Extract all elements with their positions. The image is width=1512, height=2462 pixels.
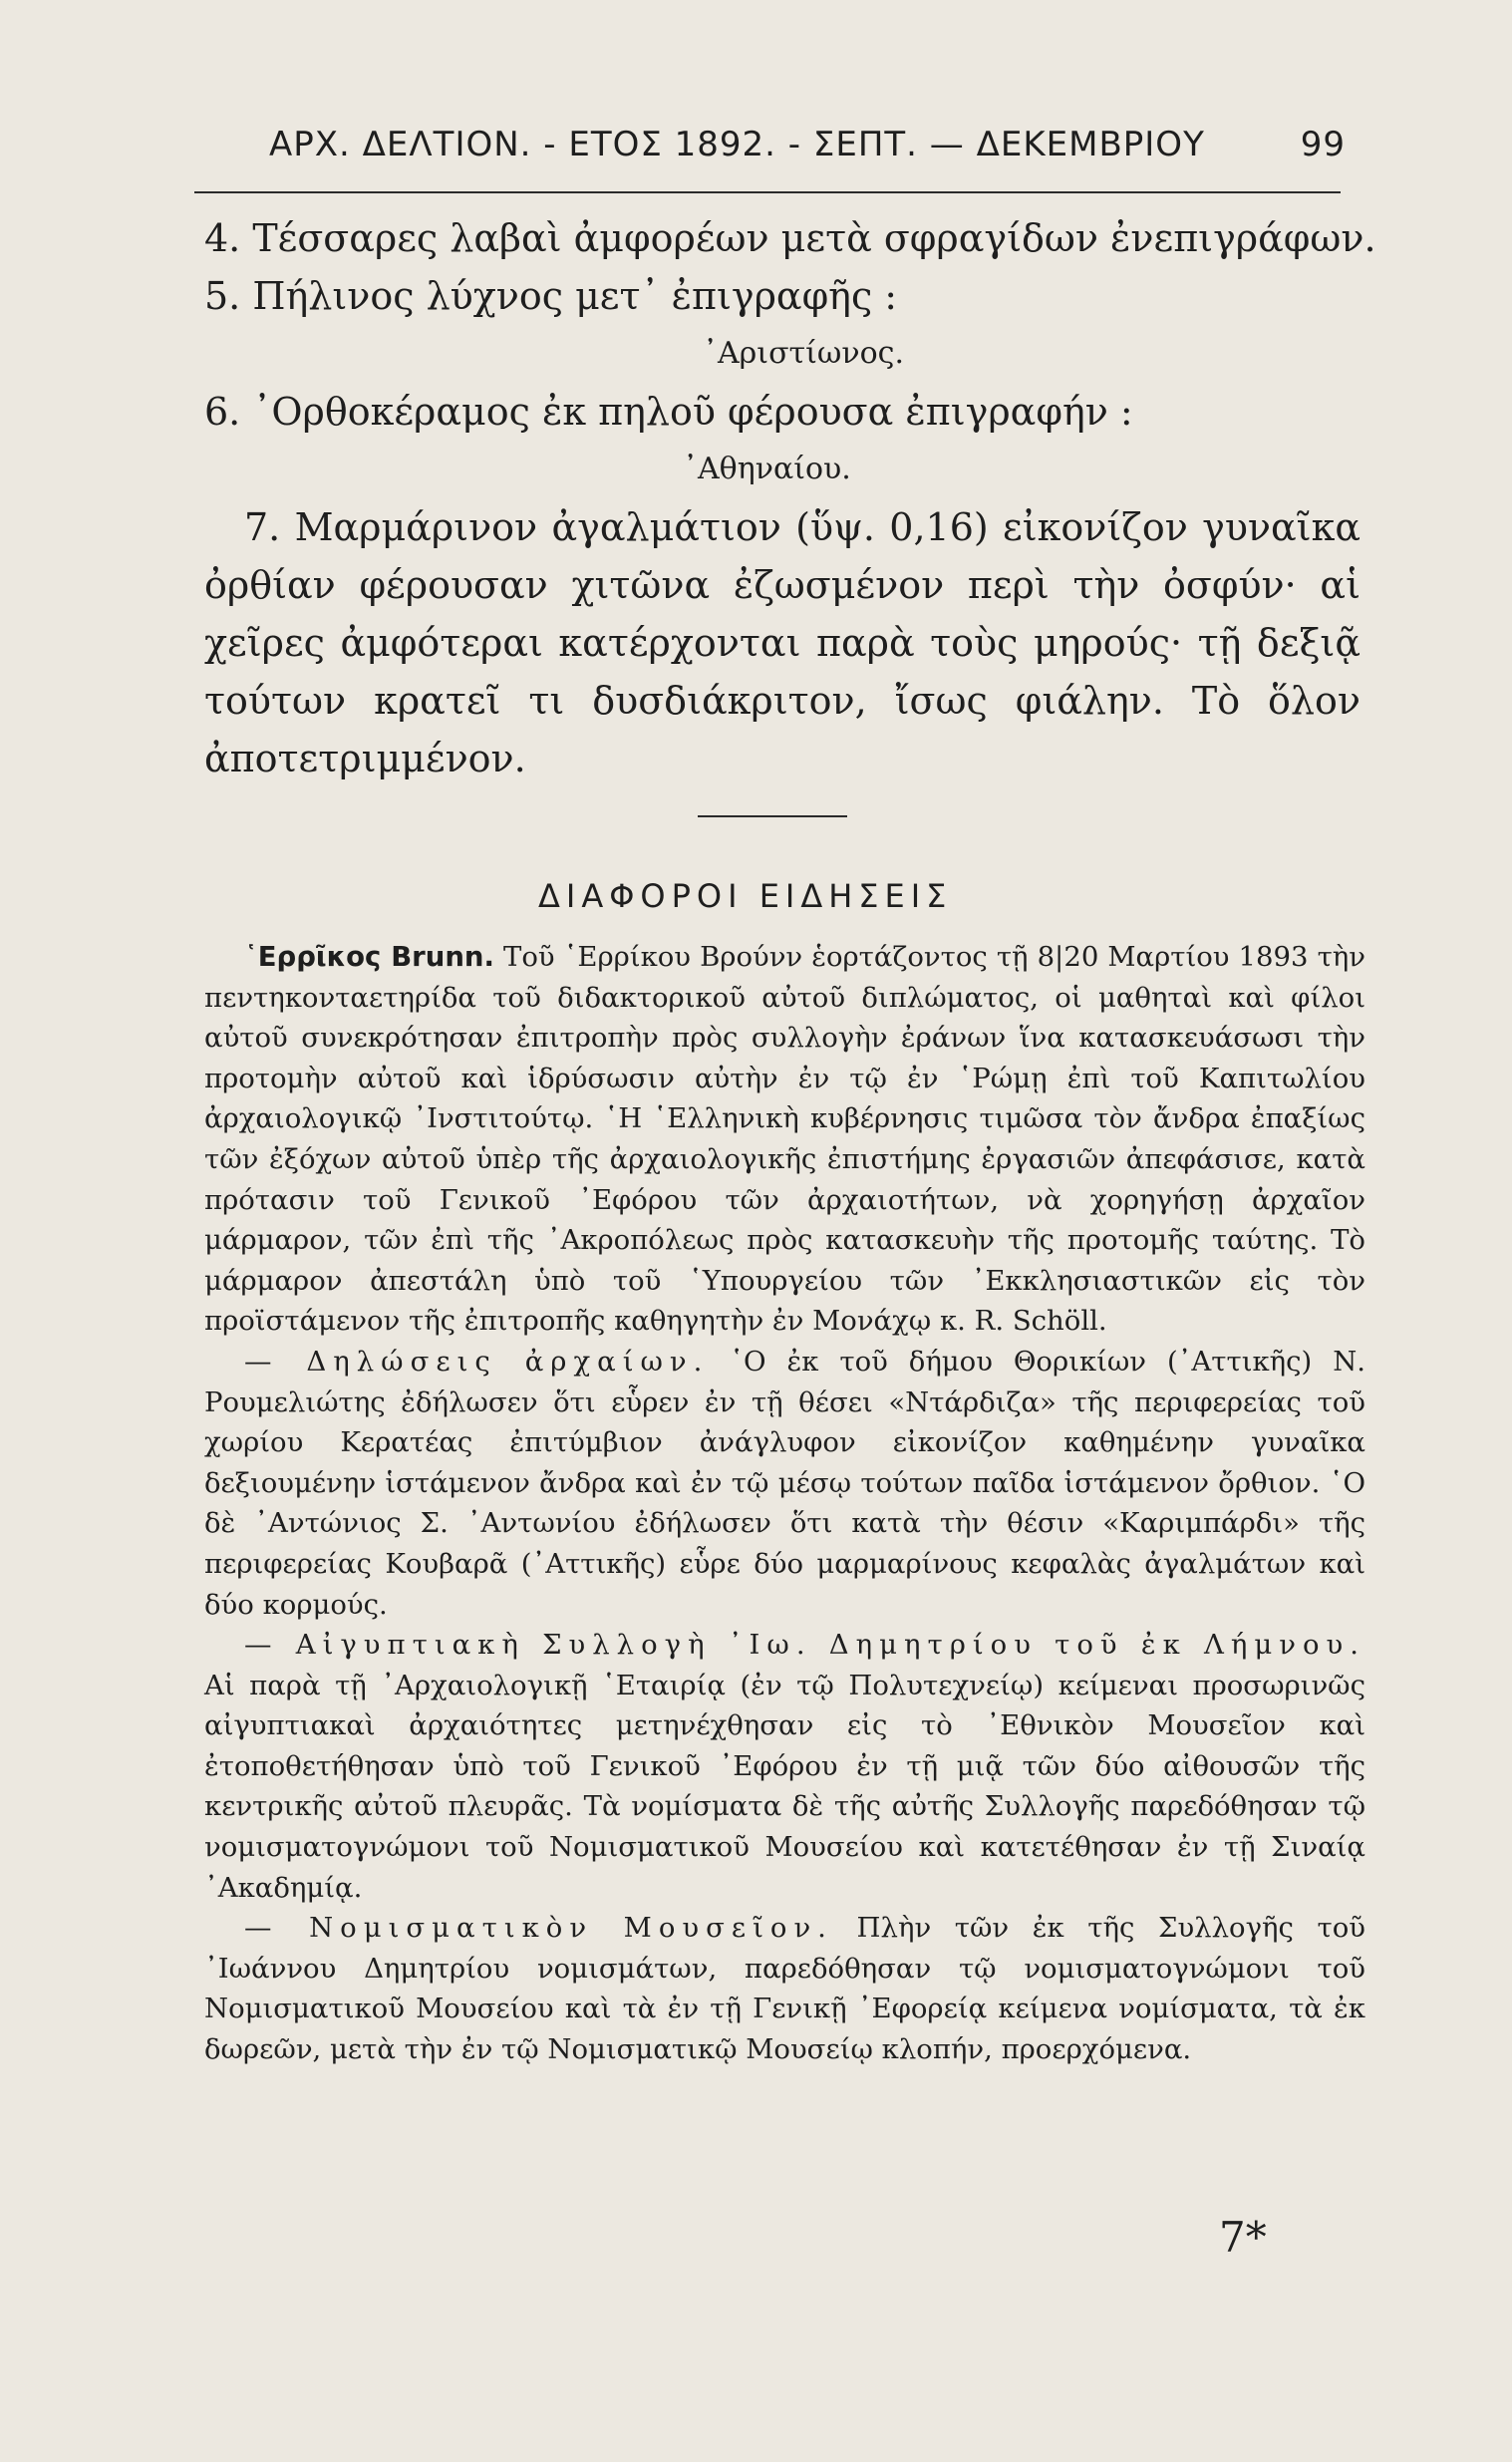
catalogue-item-5-inscription: ᾽Αριστίωνος. (703, 336, 905, 371)
page-number: 99 (1300, 125, 1346, 164)
news-text-numismatic-museum: Πλὴν τῶν ἐκ τῆς Συλλογῆς τοῦ ᾽Ιωάννου Δημητρίου νομισμάτων, παρεδόθησαν τῷ νομισματογνώμονι τοῦ Νομισματικοῦ Μουσείου καὶ τὰ ἐν τῇ Γενικῇ ᾽Εφορείᾳ κείμενα νομίσματα, τὰ ἐκ δωρεῶν, μετὰ τὴν ἐν τῷ Νομισματικῷ Μουσείῳ κλοπήν, προερχόμενα. (204, 1912, 1365, 2066)
news-lead-egyptian-collection: — Αἰγυπτιακὴ Συλλογὴ ᾽Ιω. Δημητρίου τοῦ ἐκ Λήμνου. (244, 1629, 1365, 1662)
header-rule (194, 191, 1341, 193)
running-header (269, 125, 1346, 184)
news-paragraph-egyptian-collection (204, 1625, 1365, 1908)
news-section (204, 937, 1365, 2070)
section-divider (698, 815, 847, 817)
running-title: ΑΡΧ. ΔΕΛΤΙΟΝ. - ΕΤΟΣ 1892. - ΣΕΠΤ. — ΔΕΚΕΜΒΡΙΟΥ (269, 125, 1205, 164)
catalogue-list (204, 209, 1376, 787)
catalogue-item-6-inscription: ᾽Αθηναίου. (683, 452, 851, 486)
catalogue-item-5: 5. Πήλινος λύχνος μετ᾽ ἐπιγραφῆς : (204, 274, 898, 318)
news-lead-brunn: ῾Ερρῖκος Brunn. (244, 941, 494, 973)
printer-signature-mark: 7* (1219, 2213, 1267, 2262)
news-lead-declarations: — Δηλώσεις ἀρχαίων. (244, 1345, 710, 1378)
news-paragraph-declarations (204, 1342, 1365, 1625)
catalogue-item-4: 4. Τέσσαρες λαβαὶ ἀμφορέων μετὰ σφραγίδων ἐνεπιγράφων. (204, 216, 1376, 260)
catalogue-item-7: 7. Μαρμάρινον ἀγαλμάτιον (ὕψ. 0,16) εἰκονίζον γυναῖκα ὀρθίαν φέρουσαν χιτῶνα ἐζωσμένον περὶ τὴν ὀσφύν· αἱ χεῖρες ἀμφότεραι κατέρχονται παρὰ τοὺς μηρούς· τῇ δεξιᾷ τούτων κρατεῖ τι δυσδιάκριτον, ἴσως φιάλην. Τὸ ὅλον ἀποτετριμμένον. (204, 505, 1361, 780)
news-lead-numismatic-museum: — Νομισματικὸν Μουσεῖον. (244, 1912, 833, 1945)
section-title: ΔΙΑΦΟΡΟΙ ΕΙΔΗΣΕΙΣ (538, 877, 953, 915)
news-text-egyptian-collection: Αἱ παρὰ τῇ ᾽Αρχαιολογικῇ ῾Εταιρίᾳ (ἐν τῷ Πολυτεχνείῳ) κείμεναι προσωρινῶς αἰγυπτιακαὶ ἀρχαιότητες μετηνέχθησαν εἰς τὸ ᾽Εθνικὸν Μουσεῖον καὶ ἐτοποθετήθησαν ὑπὸ τοῦ Γενικοῦ ᾽Εφόρου ἐν τῇ μιᾷ τῶν δύο αἰθουσῶν τῆς κεντρικῆς αὐτοῦ πλευρᾶς. Τὰ νομίσματα δὲ τῆς αὐτῆς Συλλογῆς παρεδόθησαν τῷ νομισματογνώμονι τοῦ Νομισματικοῦ Μουσείου καὶ κατετέθησαν ἐν τῇ Σιναίᾳ ᾽Ακαδημίᾳ. (204, 1669, 1365, 1904)
news-text-brunn: Τοῦ ῾Ερρίκου Βρούνν ἑορτάζοντος τῇ 8|20 Μαρτίου 1893 τὴν πεντηκονταετηρίδα τοῦ διδακτορικοῦ αὐτοῦ διπλώματος, οἱ μαθηταὶ καὶ φίλοι αὐτοῦ συνεκρότησαν ἐπιτροπὴν πρὸς συλλογὴν ἐράνων ἵνα κατασκευάσωσι τὴν προτομὴν αὐτοῦ καὶ ἱδρύσωσιν αὐτὴν ἐν τῷ ἐν ῾Ρώμῃ ἐπὶ τοῦ Καπιτωλίου ἀρχαιολογικῷ ᾽Ινστιτούτῳ. ῾Η ῾Ελληνικὴ κυβέρνησις τιμῶσα τὸν ἄνδρα ἐπαξίως τῶν ἐξόχων αὐτοῦ ὑπὲρ τῆς ἀρχαιολογικῆς ἐπιστήμης ἐργασιῶν ἀπεφάσισε, κατὰ πρότασιν τοῦ Γενικοῦ ᾽Εφόρου τῶν ἀρχαιοτήτων, νὰ χορηγήσῃ ἀρχαῖον μάρμαρον, τῶν ἐπὶ τῆς ᾽Ακροπόλεως πρὸς κατασκευὴν τῆς προτομῆς ταύτης. Τὸ μάρμαρον ἀπεστάλη ὑπὸ τοῦ ῾Υπουργείου τῶν ᾽Εκκλησιαστικῶν εἰς τὸν προϊστάμενον τῆς ἐπιτροπῆς καθηγητὴν ἐν Μονάχῳ κ. R. Schöll. (204, 941, 1365, 1338)
catalogue-item-6: 6. ᾽Ορθοκέραμος ἐκ πηλοῦ φέρουσα ἐπιγραφήν : (204, 390, 1133, 434)
news-text-declarations: ῾Ο ἐκ τοῦ δήμου Θορικίων (᾽Αττικῆς) Ν. Ρουμελιώτης ἐδήλωσεν ὅτι εὗρεν ἐν τῇ θέσει «Ντάρδιζα» τῆς περιφερείας τοῦ χωρίου Κερατέας ἐπιτύμβιον ἀνάγλυφον εἰκονίζον καθημένην γυναῖκα δεξιουμένην ἱστάμενον ἄνδρα καὶ ἐν τῷ μέσῳ τούτων παῖδα ἱστάμενον ὄρθιον. ῾Ο δὲ ᾽Αντώνιος Σ. ᾽Αντωνίου ἐδήλωσεν ὅτι κατὰ τὴν θέσιν «Καριμπάρδι» τῆς περιφερείας Κουβαρᾶ (᾽Αττικῆς) εὗρε δύο μαρμαρίνους κεφαλὰς ἀγαλμάτων καὶ δύο κορμούς. (204, 1345, 1366, 1621)
news-paragraph-brunn (204, 937, 1365, 1342)
news-paragraph-numismatic-museum (204, 1908, 1365, 2069)
